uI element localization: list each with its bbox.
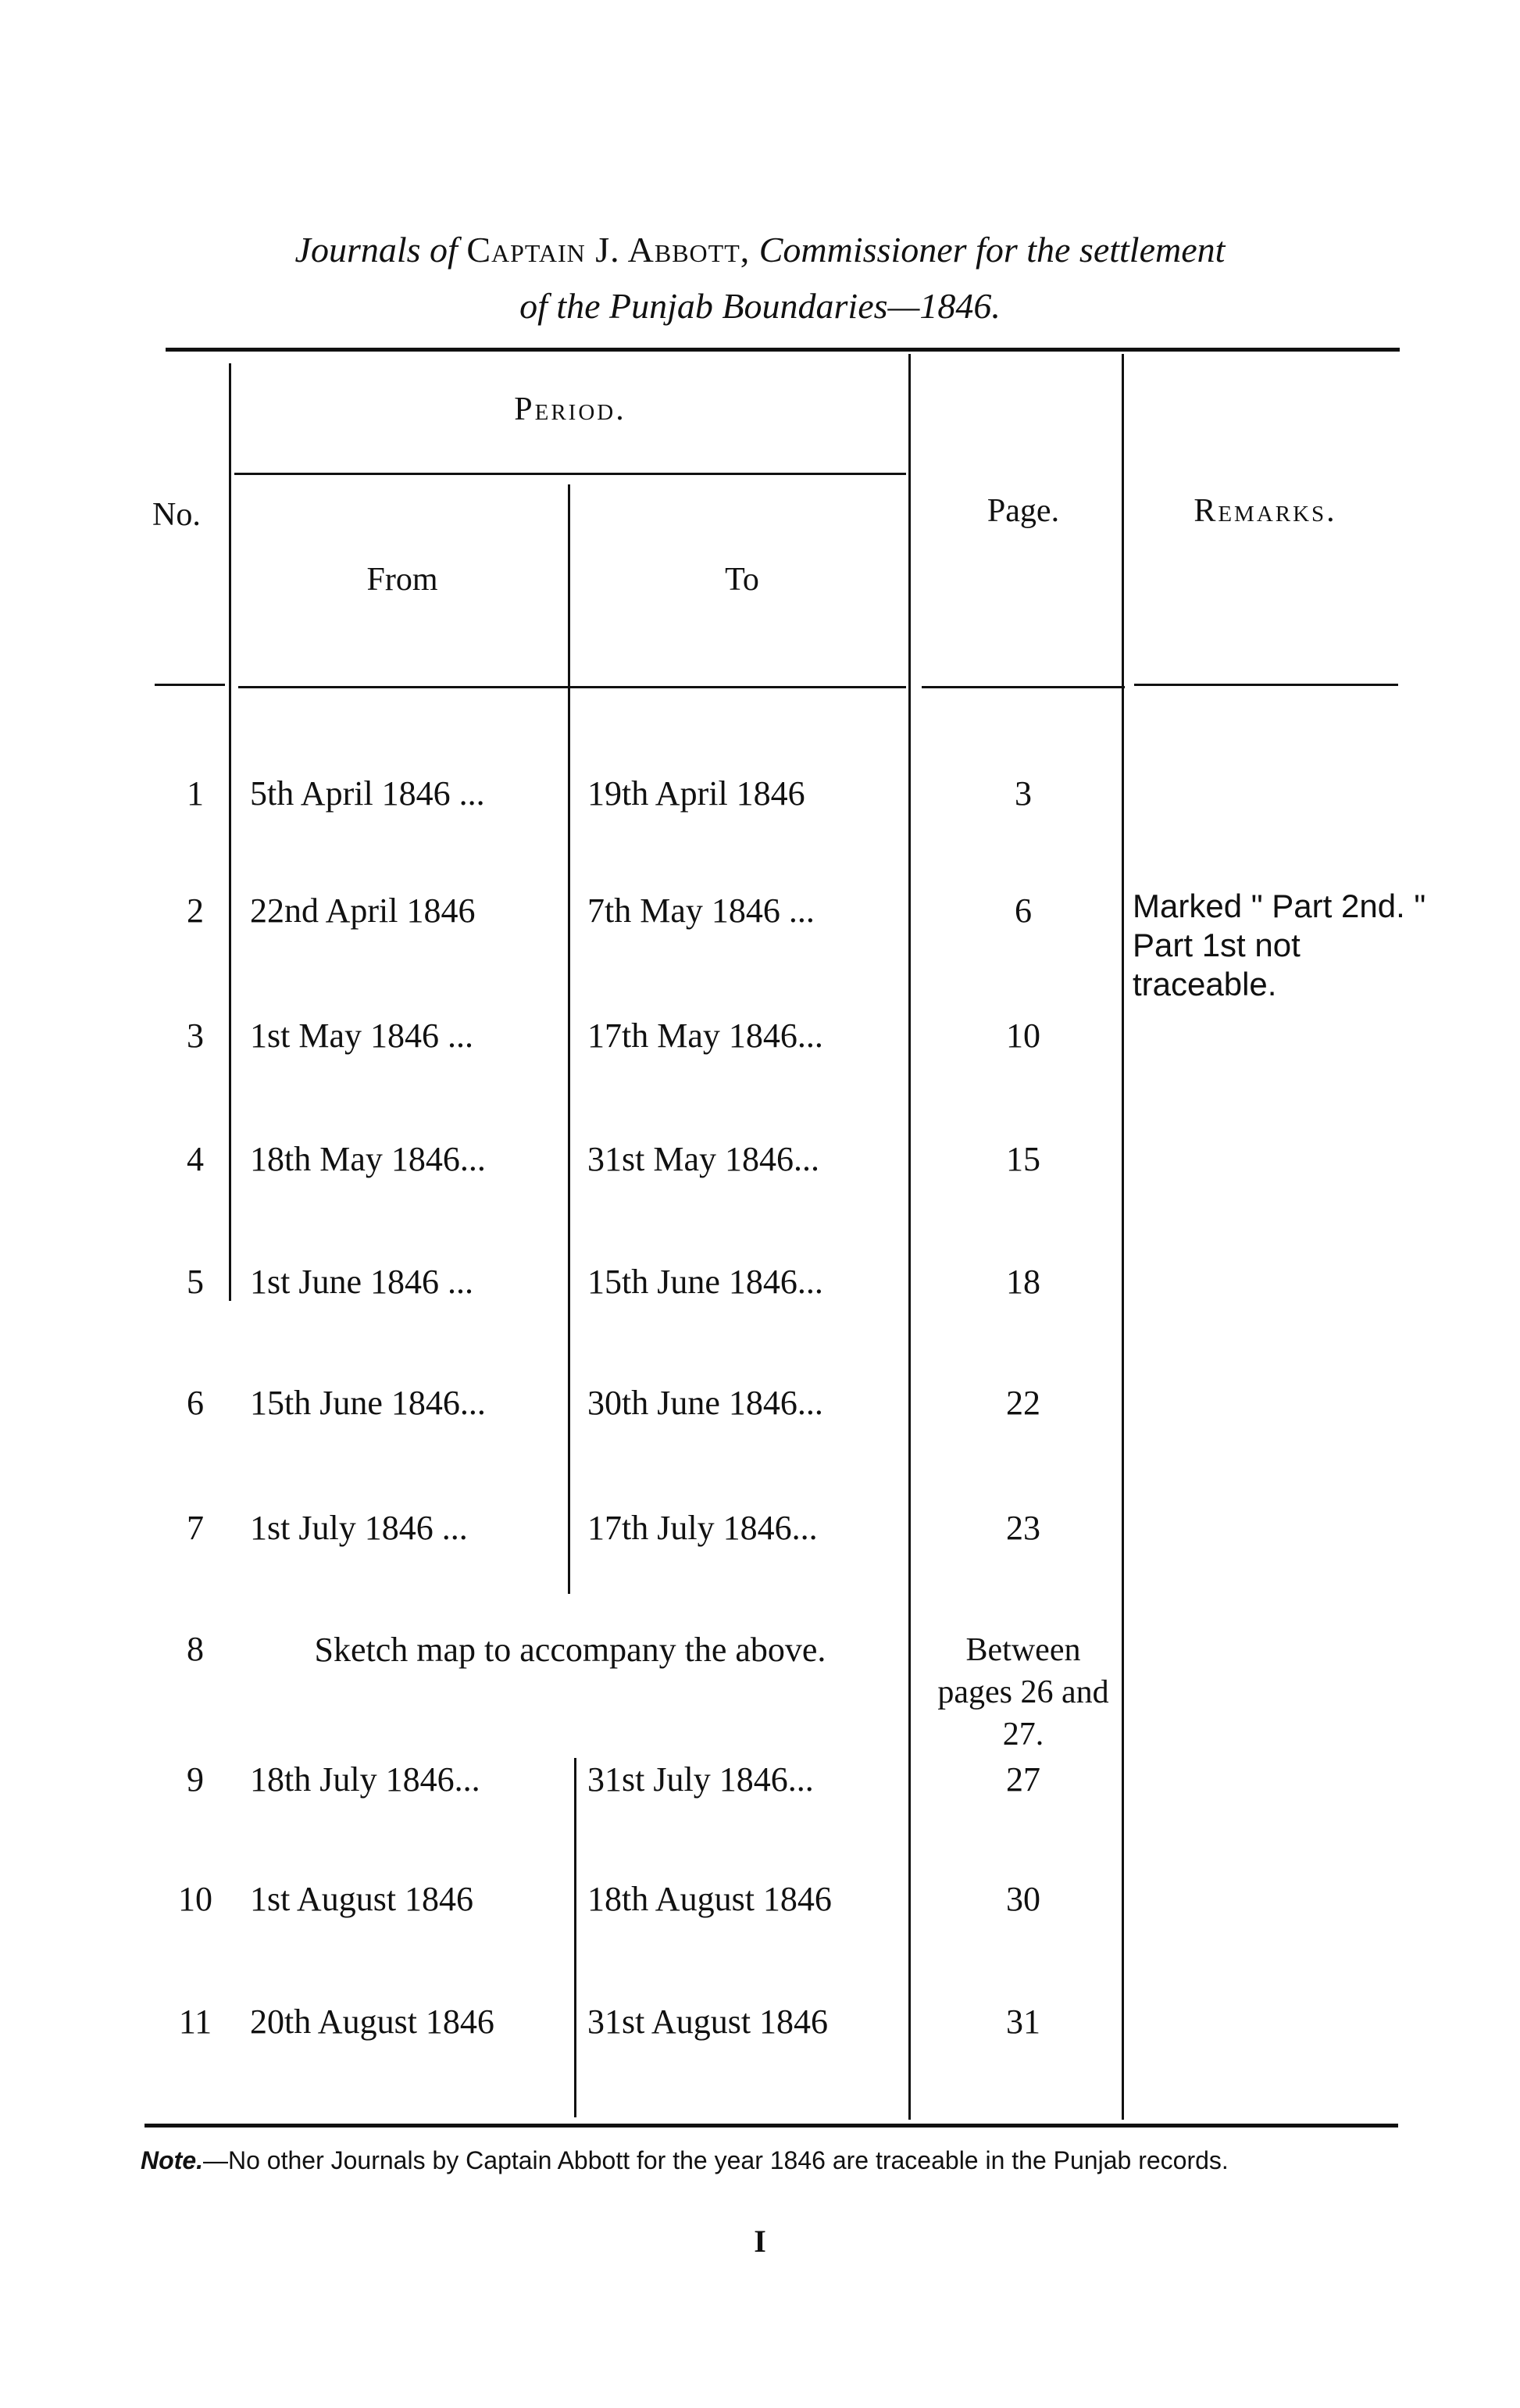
row-3-from: 1st May 1846 ... <box>250 1016 473 1055</box>
row-4-no: 4 <box>187 1140 204 1178</box>
footnote <box>141 2145 1422 2176</box>
row-8-no: 8 <box>187 1630 204 1668</box>
row-1-from: 5th April 1846 ... <box>250 774 485 813</box>
row-4-to: 31st May 1846... <box>587 1140 819 1178</box>
header-from: From <box>366 562 438 598</box>
row-9-from: 18th July 1846... <box>250 1760 480 1799</box>
table-bottom-rule <box>145 2124 1398 2128</box>
row-5-no: 5 <box>187 1263 204 1301</box>
row-11-page: 31 <box>1006 2002 1040 2041</box>
row-11-to: 31st August 1846 <box>587 2002 829 2041</box>
header-period: Period. <box>514 391 626 427</box>
row-11-from: 20th August 1846 <box>250 2002 494 2041</box>
row-11-no: 11 <box>178 2002 212 2041</box>
row-7-from: 1st July 1846 ... <box>250 1509 468 1547</box>
document-title <box>0 225 1520 275</box>
header-bottom-rule-middle <box>238 686 906 688</box>
header-bottom-rule-page <box>922 686 1125 688</box>
row-5-from: 1st June 1846 ... <box>250 1263 473 1301</box>
header-no: No. <box>152 497 201 533</box>
column-rule-from-to <box>568 484 570 1594</box>
header-bottom-rule-remarks <box>1134 684 1398 686</box>
row-2-page: 6 <box>1015 891 1032 930</box>
remarks-rows-2-3: Marked " Part 2nd. " Part 1st not traceable. <box>1133 888 1426 1002</box>
row-6-to: 30th June 1846... <box>587 1384 823 1422</box>
header-page: Page. <box>987 493 1060 529</box>
column-rule-page-remarks <box>1122 354 1124 2120</box>
row-2-to: 7th May 1846 ... <box>587 891 815 930</box>
row-1-to: 19th April 1846 <box>587 774 805 813</box>
row-10-no: 10 <box>178 1880 212 1918</box>
row-6-no: 6 <box>187 1384 204 1422</box>
row-3-no: 3 <box>187 1016 204 1055</box>
row-10-to: 18th August 1846 <box>587 1880 832 1918</box>
row-6-page: 22 <box>1006 1384 1040 1422</box>
row-2-from: 22nd April 1846 <box>250 891 476 930</box>
header-remarks: Remarks. <box>1194 493 1337 529</box>
row-5-page: 18 <box>1006 1263 1040 1301</box>
row-4-from: 18th May 1846... <box>250 1140 486 1178</box>
row-1-page: 3 <box>1015 774 1032 813</box>
row-7-to: 17th July 1846... <box>587 1509 818 1547</box>
document-subtitle: of the Punjab Boundaries—1846. <box>519 286 1001 326</box>
row-2-no: 2 <box>187 891 204 930</box>
column-rule-to-page <box>908 354 911 2120</box>
column-rule-from-to-lower <box>574 1758 576 2117</box>
row-6-from: 15th June 1846... <box>250 1384 486 1422</box>
row-9-to: 31st July 1846... <box>587 1760 814 1799</box>
footnote-label: Note. <box>141 2146 203 2174</box>
row-7-page: 23 <box>1006 1509 1040 1547</box>
title-prefix: Journals of <box>294 230 458 270</box>
row-4-page: 15 <box>1006 1140 1040 1178</box>
row-9-no: 9 <box>187 1760 204 1799</box>
row-5-to: 15th June 1846... <box>587 1263 823 1301</box>
page-number: I <box>754 2224 766 2259</box>
row-7-no: 7 <box>187 1509 204 1547</box>
table-top-rule <box>166 348 1400 352</box>
header-bottom-rule-left <box>155 684 225 686</box>
row-8-description: Sketch map to accompany the above. <box>314 1631 826 1669</box>
footnote-text: —No other Journals by Captain Abbott for the year 1846 are traceable in the Punjab records. <box>203 2146 1229 2174</box>
period-divider-rule <box>234 473 906 475</box>
row-1-no: 1 <box>187 774 204 813</box>
row-10-page: 30 <box>1006 1880 1040 1918</box>
row-9-page: 27 <box>1006 1760 1040 1799</box>
row-10-from: 1st August 1846 <box>250 1880 474 1918</box>
row-8-page: Between pages 26 and 27. <box>937 1632 1109 1752</box>
header-to: To <box>725 562 759 598</box>
row-3-page: 10 <box>1006 1016 1040 1055</box>
title-suffix: Commissioner for the settlement <box>758 230 1226 270</box>
row-3-to: 17th May 1846... <box>587 1016 823 1055</box>
title-name: Captain J. Abbott, <box>466 230 751 270</box>
